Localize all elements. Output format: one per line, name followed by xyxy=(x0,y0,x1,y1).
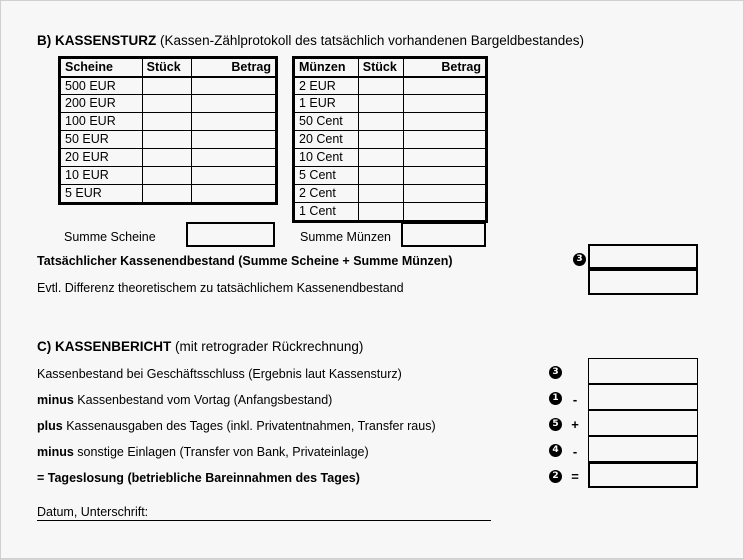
amount-cell[interactable] xyxy=(403,131,485,149)
banknotes-table xyxy=(60,58,276,203)
marker-5-section-c: 5 xyxy=(549,418,562,431)
report-row-2-prefix: minus xyxy=(37,393,74,407)
report-row-5-text xyxy=(37,472,360,485)
operator-minus-row-4: - xyxy=(572,444,578,459)
section-c-title: KASSENBERICHT xyxy=(55,339,172,354)
marker-3-section-b: 3 xyxy=(573,253,586,266)
denomination-label: 20 Cent xyxy=(295,131,359,149)
amount-cell[interactable] xyxy=(403,77,485,95)
marker-4-section-c: 4 xyxy=(549,444,562,457)
marker-3-section-c: 3 xyxy=(549,366,562,379)
amount-cell[interactable] xyxy=(403,167,485,185)
table-row xyxy=(295,185,486,203)
report-row-5-input[interactable] xyxy=(588,462,698,488)
section-b-title: KASSENSTURZ xyxy=(55,33,157,48)
operator-minus-row-2: - xyxy=(572,392,578,407)
count-cell[interactable] xyxy=(358,203,403,221)
report-row-4-text xyxy=(37,446,369,459)
denomination-label: 500 EUR xyxy=(61,77,143,95)
count-cell[interactable] xyxy=(358,149,403,167)
denomination-label: 100 EUR xyxy=(61,113,143,131)
column-header-scheine: Scheine xyxy=(61,59,143,77)
count-cell[interactable] xyxy=(142,131,191,149)
coins-table xyxy=(294,58,486,221)
marker-2-section-c: 2 xyxy=(549,470,562,483)
count-cell[interactable] xyxy=(358,113,403,131)
count-cell[interactable] xyxy=(358,131,403,149)
count-cell[interactable] xyxy=(142,77,191,95)
coins-table-body xyxy=(295,77,486,221)
banknotes-table-body xyxy=(61,77,276,203)
report-row-2-body: Kassenbestand vom Vortag (Anfangsbestand) xyxy=(77,393,333,407)
amount-cell[interactable] xyxy=(191,185,275,203)
count-cell[interactable] xyxy=(142,113,191,131)
amount-cell[interactable] xyxy=(191,131,275,149)
table-row xyxy=(295,167,486,185)
operator-equals-row-5: = xyxy=(571,469,579,484)
report-row-3-body: Kassenausgaben des Tages (inkl. Privatentnahmen, Transfer raus) xyxy=(66,419,436,433)
marker-1-section-c: 1 xyxy=(549,392,562,405)
amount-cell[interactable] xyxy=(403,149,485,167)
report-row-2-text xyxy=(37,394,332,407)
actual-cash-total-label: Tatsächlicher Kassenendbestand (Summe Scheine + Summe Münzen) xyxy=(37,254,453,268)
report-row-5-prefix: = Tageslosung xyxy=(37,471,124,485)
report-row-1-text: Kassenbestand bei Geschäftsschluss (Ergebnis laut Kassensturz) xyxy=(37,367,402,381)
amount-cell[interactable] xyxy=(191,149,275,167)
table-row xyxy=(295,131,486,149)
count-cell[interactable] xyxy=(358,95,403,113)
section-b-subtitle: (Kassen-Zählprotokoll des tatsächlich vorhandenen Bargeldbestandes) xyxy=(160,33,585,48)
section-c-subtitle: (mit retrograder Rückrechnung) xyxy=(175,339,364,354)
table-row xyxy=(61,131,276,149)
denomination-label: 1 EUR xyxy=(295,95,359,113)
difference-label: Evtl. Differenz theoretischem zu tatsächlichem Kassenendbestand xyxy=(37,281,404,295)
section-b-label: B) xyxy=(37,33,52,48)
section-c-label: C) xyxy=(37,339,52,354)
denomination-label: 200 EUR xyxy=(61,95,143,113)
denomination-label: 2 Cent xyxy=(295,185,359,203)
report-row-1-input[interactable] xyxy=(588,358,698,384)
denomination-label: 10 EUR xyxy=(61,167,143,185)
sum-banknotes-label: Summe Scheine xyxy=(64,230,156,244)
table-row xyxy=(61,77,276,95)
column-header-muenzen: Münzen xyxy=(295,59,359,77)
report-row-5-body: (betriebliche Bareinnahmen des Tages) xyxy=(127,471,360,485)
report-row-3-input[interactable] xyxy=(588,410,698,436)
sum-coins-input[interactable] xyxy=(401,222,486,247)
amount-cell[interactable] xyxy=(191,113,275,131)
column-header-betrag: Betrag xyxy=(191,59,275,77)
table-row xyxy=(61,167,276,185)
section-c-heading xyxy=(37,340,363,354)
table-header-row xyxy=(295,59,486,77)
amount-cell[interactable] xyxy=(191,77,275,95)
sum-banknotes-input[interactable] xyxy=(186,222,275,247)
sum-coins-label: Summe Münzen xyxy=(300,230,392,244)
table-row xyxy=(295,203,486,221)
column-header-stueck: Stück xyxy=(142,59,191,77)
report-row-4-body: sonstige Einlagen (Transfer von Bank, Privateinlage) xyxy=(77,445,369,459)
table-row xyxy=(61,149,276,167)
table-header-row xyxy=(61,59,276,77)
table-row xyxy=(295,149,486,167)
denomination-label: 1 Cent xyxy=(295,203,359,221)
section-b-heading xyxy=(37,34,584,48)
banknotes-table-frame xyxy=(58,56,278,205)
signature-line[interactable] xyxy=(37,520,491,521)
table-row xyxy=(295,113,486,131)
count-cell[interactable] xyxy=(358,167,403,185)
coins-table-frame xyxy=(292,56,488,223)
report-row-3-text xyxy=(37,420,436,433)
column-header-stueck: Stück xyxy=(358,59,403,77)
report-row-2-input[interactable] xyxy=(588,384,698,410)
amount-cell[interactable] xyxy=(403,203,485,221)
table-row xyxy=(61,95,276,113)
amount-cell[interactable] xyxy=(191,167,275,185)
table-row xyxy=(61,185,276,203)
report-row-4-prefix: minus xyxy=(37,445,74,459)
denomination-label: 5 EUR xyxy=(61,185,143,203)
denomination-label: 20 EUR xyxy=(61,149,143,167)
actual-cash-total-input[interactable] xyxy=(588,244,698,269)
count-cell[interactable] xyxy=(142,95,191,113)
table-row xyxy=(295,95,486,113)
count-cell[interactable] xyxy=(358,185,403,203)
count-cell[interactable] xyxy=(358,77,403,95)
report-row-4-input[interactable] xyxy=(588,436,698,462)
denomination-label: 5 Cent xyxy=(295,167,359,185)
denomination-label: 50 EUR xyxy=(61,131,143,149)
denomination-label: 50 Cent xyxy=(295,113,359,131)
signature-label: Datum, Unterschrift: xyxy=(37,505,149,519)
amount-cell[interactable] xyxy=(403,95,485,113)
count-cell[interactable] xyxy=(142,149,191,167)
count-cell[interactable] xyxy=(142,185,191,203)
report-row-3-prefix: plus xyxy=(37,419,63,433)
count-cell[interactable] xyxy=(142,167,191,185)
denomination-label: 2 EUR xyxy=(295,77,359,95)
operator-plus-row-3: + xyxy=(571,417,579,432)
column-header-betrag: Betrag xyxy=(403,59,485,77)
amount-cell[interactable] xyxy=(403,185,485,203)
amount-cell[interactable] xyxy=(403,113,485,131)
denomination-label: 10 Cent xyxy=(295,149,359,167)
amount-cell[interactable] xyxy=(191,95,275,113)
difference-input[interactable] xyxy=(588,269,698,295)
table-row xyxy=(61,113,276,131)
table-row xyxy=(295,77,486,95)
